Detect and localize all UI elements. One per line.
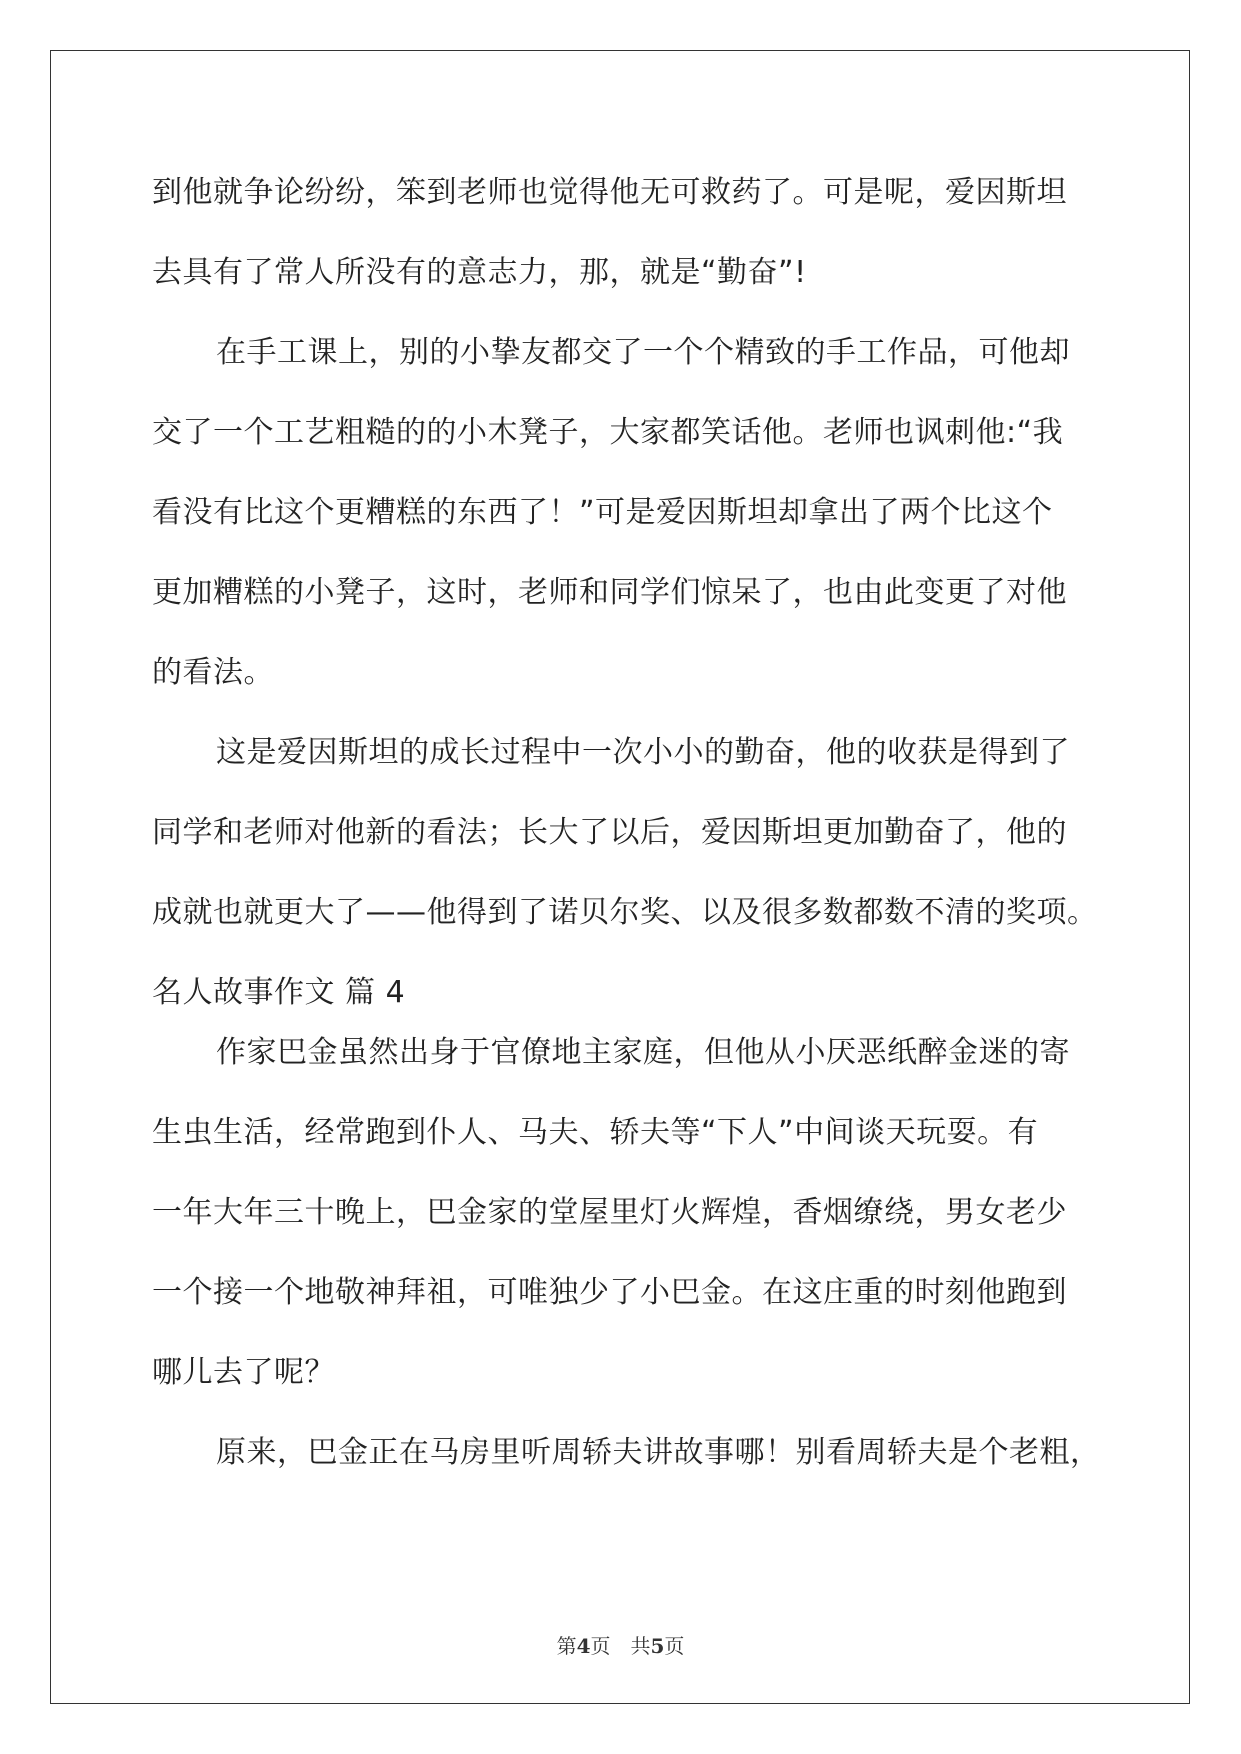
text-line: 生虫生活，经常跑到仆人、马夫、轿夫等“下人”中间谈天玩耍。有 (152, 1115, 1039, 1150)
total-unit: 页 (664, 1634, 685, 1658)
text-line: 到他就争论纷纷，笨到老师也觉得他无可救药了。可是呢，爱因斯坦 (152, 175, 1067, 210)
text-line: 一年大年三十晚上，巴金家的堂屋里灯火辉煌，香烟缭绕，男女老少 (152, 1195, 1067, 1230)
paragraph-start-line: 原来，巴金正在马房里听周轿夫讲故事哪！别看周轿夫是个老粗， (216, 1435, 1101, 1470)
document-body (152, 163, 1101, 1503)
text-line: 的看法。 (152, 655, 274, 690)
text-line: 交了一个工艺粗糙的的小木凳子，大家都笑话他。老师也讽刺他:“我 (152, 415, 1064, 450)
text-line: 看没有比这个更糟糕的东西了！”可是爱因斯坦却拿出了两个比这个 (152, 495, 1053, 530)
page-unit: 页 (590, 1634, 611, 1658)
paragraph-start-line: 在手工课上，别的小挚友都交了一个个精致的手工作品，可他却 (216, 335, 1070, 370)
total-prefix: 共 (630, 1634, 651, 1658)
text-line: 更加糟糕的小凳子，这时，老师和同学们惊呆了，也由此变更了对他 (152, 575, 1067, 610)
total-page-count: 5 (650, 1634, 665, 1658)
text-line: 一个接一个地敬神拜祖，可唯独少了小巴金。在这庄重的时刻他跑到 (152, 1275, 1067, 1310)
text-line: 成就也就更大了——他得到了诺贝尔奖、以及很多数都数不清的奖项。 (152, 895, 1098, 930)
current-page-number: 4 (576, 1634, 591, 1658)
page-prefix: 第 (556, 1634, 577, 1658)
text-line: 同学和老师对他新的看法；长大了以后，爱因斯坦更加勤奋了，他的 (152, 815, 1067, 850)
page-footer (0, 1630, 1241, 1659)
paragraph-start-line: 这是爱因斯坦的成长过程中一次小小的勤奋，他的收获是得到了 (216, 735, 1070, 770)
text-line: 去具有了常人所没有的意志力，那，就是“勤奋”! (152, 255, 807, 290)
section-heading: 名人故事作文 篇 4 (152, 975, 406, 1010)
paragraph-start-line: 作家巴金虽然出身于官僚地主家庭，但他从小厌恶纸醉金迷的寄 (216, 1035, 1070, 1070)
text-line: 哪儿去了呢？ (152, 1355, 335, 1390)
